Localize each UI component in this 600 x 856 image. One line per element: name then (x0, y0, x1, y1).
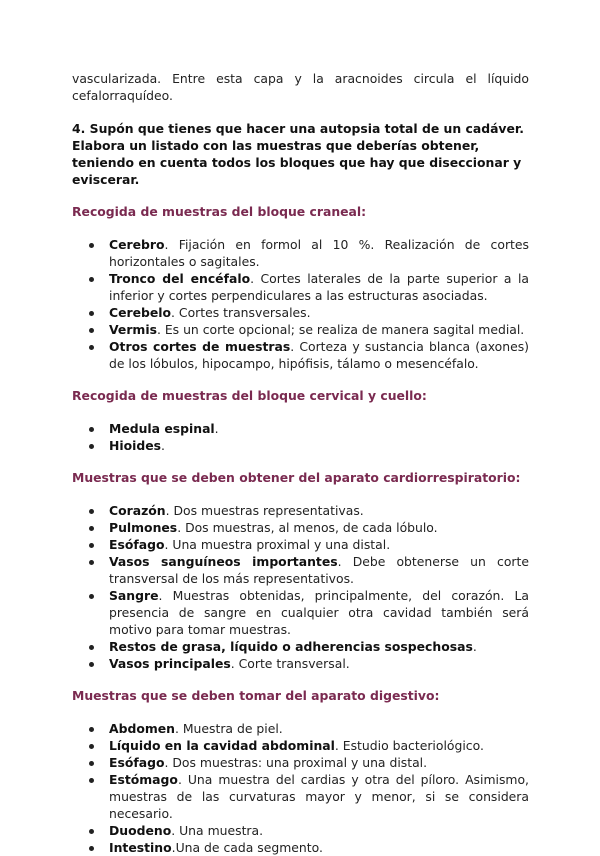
item-description: . Dos muestras representativas. (165, 503, 364, 518)
bullet-icon (89, 427, 94, 432)
bullet-icon (89, 277, 94, 282)
bullet-icon (89, 662, 94, 667)
list-item (72, 536, 529, 553)
section-heading: Muestras que se deben obtener del aparato cardiorrespiratorio: (72, 470, 521, 485)
item-description: . (214, 421, 219, 436)
item-description: . Corteza y sustancia blanca (axones) de los lóbulos, hipocampo, hipófisis, tálamo o mesencéfalo. (109, 339, 529, 371)
item-description: .Una de cada segmento. (171, 840, 323, 855)
item-term: Duodeno (109, 823, 172, 838)
bullet-icon (89, 526, 94, 531)
section-heading: Muestras que se deben tomar del aparato digestivo: (72, 688, 440, 703)
list-item (72, 437, 529, 454)
item-term: Estómago (109, 772, 178, 787)
bullet-icon (89, 846, 94, 851)
item-term: Vermis (109, 322, 157, 337)
list-item (72, 737, 529, 754)
bullet-icon (89, 829, 94, 834)
item-term: Hioides (109, 438, 162, 453)
bullet-icon (89, 509, 94, 514)
item-term: Abdomen (109, 721, 175, 736)
item-term: Líquido en la cavidad abdominal (109, 738, 335, 753)
list-item (72, 321, 529, 338)
sample-list (72, 502, 529, 672)
list-item (72, 338, 529, 372)
item-description: . Estudio bacteriológico. (334, 738, 484, 753)
bullet-icon (89, 778, 94, 783)
item-term: Sangre (109, 588, 159, 603)
bullet-icon (89, 594, 94, 599)
question-text: 4. Supón que tienes que hacer una autopsia total de un cadáver. Elabora un listado con las muestras que deberías obtener, teniendo en cuenta todos los bloques que hay que diseccionar y eviscerar. (72, 121, 524, 187)
item-term: Cerebelo (109, 305, 172, 320)
item-term: Corazón (109, 503, 166, 518)
bullet-icon (89, 345, 94, 350)
item-description: . (472, 639, 477, 654)
document-page (72, 70, 529, 856)
item-description: . Dos muestras: una proximal y una distal. (164, 755, 428, 770)
list-item (72, 304, 529, 321)
bullet-icon (89, 243, 94, 248)
item-term: Tronco del encéfalo (109, 271, 251, 286)
item-term: Otros cortes de muestras (109, 339, 291, 354)
item-description: . (161, 438, 165, 453)
item-description: . Una muestra. (171, 823, 264, 838)
list-item (72, 655, 529, 672)
list-item (72, 720, 529, 737)
item-term: Esófago (109, 755, 165, 770)
item-description: . Es un corte opcional; se realiza de manera sagital medial. (156, 322, 525, 337)
item-term: Esófago (109, 537, 165, 552)
intro-paragraph: vascularizada. Entre esta capa y la aracnoides circula el líquido cefalorraquídeo. (72, 71, 529, 103)
bullet-icon (89, 727, 94, 732)
list-item (72, 270, 529, 304)
bullet-icon (89, 311, 94, 316)
item-description: . Una muestra del cardias y otra del píloro. Asimismo, muestras de las curvaturas mayor y menor, si se considera necesario. (109, 772, 529, 821)
list-item (72, 771, 529, 822)
bullet-icon (89, 560, 94, 565)
item-term: Cerebro (109, 237, 165, 252)
list-item (72, 822, 529, 839)
item-description: . Dos muestras, al menos, de cada lóbulo. (177, 520, 438, 535)
bullet-icon (89, 761, 94, 766)
list-item (72, 420, 529, 437)
list-item (72, 553, 529, 587)
bullet-icon (89, 543, 94, 548)
item-description: . Debe obtenerse un corte transversal de los más representativos. (109, 554, 529, 586)
item-description: . Cortes transversales. (171, 305, 311, 320)
item-term: Vasos principales (109, 656, 231, 671)
item-description: . Muestras obtenidas, principalmente, del corazón. La presencia de sangre en cualquier otra cavidad también será motivo para tomar muestras. (109, 588, 529, 637)
bullet-icon (89, 444, 94, 449)
list-item (72, 519, 529, 536)
list-item (72, 638, 529, 655)
item-description: . Muestra de piel. (174, 721, 283, 736)
list-item (72, 587, 529, 638)
section-heading: Recogida de muestras del bloque cervical y cuello: (72, 388, 427, 403)
item-term: Intestino (109, 840, 172, 855)
sections-container (72, 203, 529, 856)
list-item (72, 502, 529, 519)
section-heading: Recogida de muestras del bloque craneal: (72, 204, 367, 219)
sample-list (72, 720, 529, 856)
bullet-icon (89, 744, 94, 749)
bullet-icon (89, 645, 94, 650)
item-description: . Cortes laterales de la parte superior a la inferior y cortes perpendiculares a las estructuras asociadas. (109, 271, 529, 303)
item-term: Restos de grasa, líquido o adherencias sospechosas (109, 639, 473, 654)
list-item (72, 754, 529, 771)
item-description: . Una muestra proximal y una distal. (164, 537, 391, 552)
sample-list (72, 236, 529, 372)
item-term: Vasos sanguíneos importantes (109, 554, 338, 569)
list-item (72, 236, 529, 270)
sample-list (72, 420, 529, 454)
item-term: Pulmones (109, 520, 178, 535)
item-description: . Fijación en formol al 10 %. Realización de cortes horizontales o sagitales. (109, 237, 529, 269)
item-term: Medula espinal (109, 421, 215, 436)
item-description: . Corte transversal. (230, 656, 350, 671)
bullet-icon (89, 328, 94, 333)
